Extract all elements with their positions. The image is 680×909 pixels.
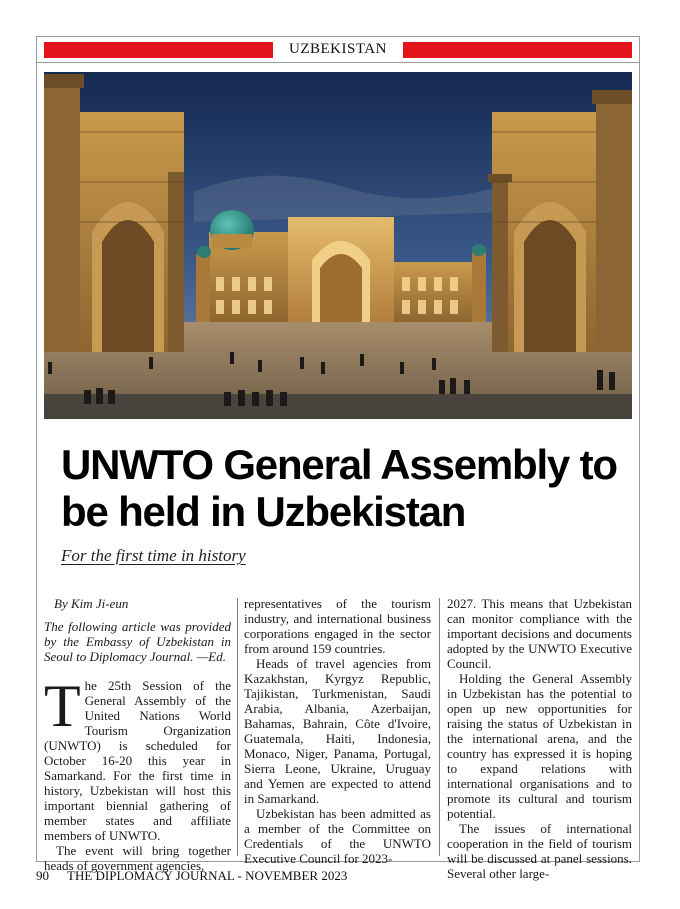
body-paragraph: Heads of travel agencies from Kazakhstan, Kyrgyz Republic, Tajikistan, Turkmenistan, Saudi Arabia, Albania, Azerbaijan, Bahamas, Bahrain, Côte d'Ivoire, Guatemala, Haiti, Indonesia, Monaco, Niger, Panama, Portugal, Sierra Leone, Ukraine, Uruguay and Yemen are expected to attend in Samarkand. bbox=[244, 656, 431, 806]
column-rule bbox=[439, 598, 440, 856]
column-1 bbox=[44, 596, 231, 873]
registan-square-photo bbox=[44, 72, 632, 419]
headline: UNWTO General Assembly to be held in Uzbekistan bbox=[61, 441, 617, 535]
section-bar-right bbox=[403, 42, 632, 58]
header-divider bbox=[37, 62, 639, 63]
section-bar-left bbox=[44, 42, 273, 58]
body-paragraph: representatives of the tourism industry, and international business corporations engaged in the sector from around 159 countries. bbox=[244, 596, 431, 656]
section-label: UZBEKISTAN bbox=[289, 41, 387, 57]
page-footer bbox=[36, 868, 365, 884]
drop-cap: T bbox=[44, 673, 81, 739]
subhead: For the first time in history bbox=[61, 546, 246, 565]
body-paragraph: The event will bring together heads of government agencies, bbox=[44, 843, 231, 873]
body-paragraph: Holding the General Assembly in Uzbekistan has the potential to open up new opportunities for raising the status of Uzbekistan in the international arena, and the country has expressed it is hoping to expand relations with international organisations and to promote its cultural and tourism potential. bbox=[447, 671, 632, 821]
section-header bbox=[44, 42, 632, 58]
page-number: 90 bbox=[36, 868, 49, 883]
byline: By Kim Ji-eun bbox=[54, 596, 129, 611]
body-paragraph: The 25th Session of the General Assembly of the United Nations World Tourism Organization (UNWTO) is scheduled for October 16-20 this year in Samarkand. For the first time in history, Uzbekistan will host this important biennial gathering of member states and affiliate members of UNWTO. bbox=[44, 673, 231, 843]
editor-note: The following article was provided by the Embassy of Uzbekistan in Seoul to Diplomacy Journal. —Ed. bbox=[44, 619, 231, 664]
body-paragraph: 2027. This means that Uzbekistan can monitor compliance with the important decisions and documents adopted by the UNWTO Executive Council. bbox=[447, 596, 632, 671]
publication-name: THE DIPLOMACY JOURNAL - NOVEMBER 2023 bbox=[67, 868, 348, 883]
column-2 bbox=[244, 596, 431, 866]
column-rule bbox=[237, 598, 238, 856]
column-3 bbox=[447, 596, 632, 881]
body-paragraph: Uzbekistan has been admitted as a member of the Committee on Credentials of the UNWTO Executive Council for 2023- bbox=[244, 806, 431, 866]
body-paragraph: The issues of international cooperation in the field of tourism will be discussed at panel sessions. Several other large- bbox=[447, 821, 632, 881]
